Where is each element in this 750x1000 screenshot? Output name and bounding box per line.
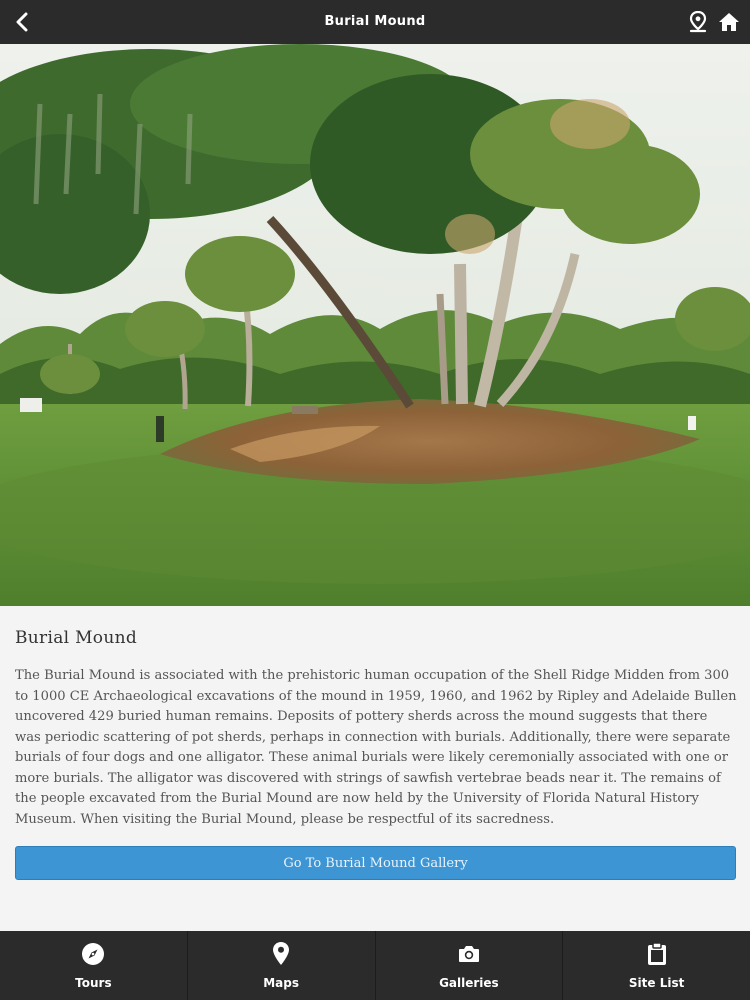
- home-icon: [718, 12, 740, 32]
- location-button[interactable]: [684, 8, 712, 36]
- map-pin-icon: [273, 942, 289, 966]
- tab-label: Tours: [75, 976, 112, 990]
- article-body: The Burial Mound is associated with the prehistoric human occupation of the Shell Ridge Midden from 300 to 1000 CE Archaeological excavations of the mound in 1959, 1960, and 1962 by Ripley and Adelaide Bullen uncovered 429 buried human remains. Deposits of pottery sherds across the mound suggests that there was periodic scattering of pot sherds, perhaps in connection with burials. Additionally, there were separate burials of four dogs and one alligator. These animal burials were likely ceremonially associated with one or more burials. The alligator was discovered with strings of sawfish vertebrae beads near it. The remains of the people excavated from the Burial Mound are now held by the University of Florida Natural History Museum. When visiting the Burial Mound, please be respectful of its sacredness.: [15, 668, 737, 827]
- chevron-left-icon: [14, 12, 30, 32]
- tab-label: Maps: [263, 976, 300, 990]
- clipboard-icon: [647, 942, 667, 966]
- tab-site-list[interactable]: [563, 931, 750, 1000]
- location-pin-icon: [689, 11, 707, 33]
- top-bar: [0, 0, 750, 44]
- back-button[interactable]: [6, 6, 38, 38]
- tab-tours[interactable]: [0, 931, 188, 1000]
- hero-image: [0, 44, 750, 606]
- page-title: Burial Mound: [324, 14, 426, 29]
- article-heading: Burial Mound: [15, 628, 138, 648]
- tab-label: Galleries: [439, 976, 499, 990]
- article: [0, 606, 750, 931]
- compass-icon: [81, 942, 105, 966]
- camera-icon: [458, 945, 480, 963]
- tab-bar: [0, 931, 750, 1000]
- tab-galleries[interactable]: [376, 931, 564, 1000]
- tab-maps[interactable]: [188, 931, 376, 1000]
- tab-label: Site List: [628, 976, 685, 990]
- home-button[interactable]: [714, 8, 744, 36]
- gallery-button[interactable]: Go To Burial Mound Gallery: [15, 846, 736, 880]
